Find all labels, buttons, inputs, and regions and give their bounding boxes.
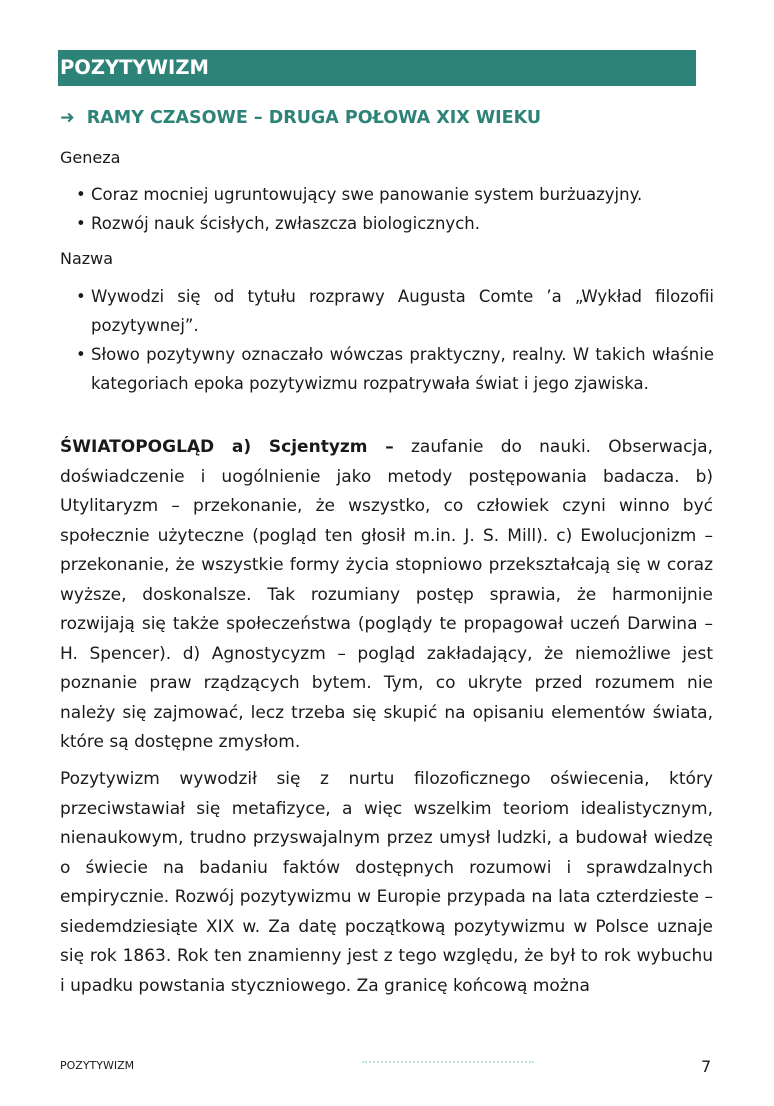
swiatopoglad-paragraph [60,433,713,758]
arrow-right-icon: ➜ [60,108,75,128]
list-item: • Coraz mocniej ugruntowujący swe panowanie system burżuazyjny. [74,180,714,209]
list-item: • Wywodzi się od tytułu rozprawy Augusta Comte ’a „Wykład filozofii pozytywnej”. [74,282,714,340]
section-heading-text: RAMY CZASOWE – DRUGA POŁOWA XIX WIEKU [86,108,542,128]
page-title-bar [58,50,696,86]
page-title: POZYTYWIZM [60,56,209,79]
list-item: • Słowo pozytywny oznaczało wówczas praktyczny, realny. W takich właśnie kategoriach epoka pozytywizmu rozpatrywała świat i jego zjawiska. [74,340,714,398]
nazwa-label: Nazwa [60,249,114,268]
page-number: 7 [701,1057,712,1076]
geneza-list [74,180,714,238]
nazwa-list [74,282,714,398]
body-paragraph: Pozytywizm wywodził się z nurtu filozoficznego oświecenia, który przeciwstawiał się metafizyce, a więc wszelkim teoriom idealistycznym, nienaukowym, trudno przyswajalnym przez umysł ludzki, a budował wiedzę o świecie na badaniu faktów dostępnych rozumowi i sprawdzalnych empirycznie. Rozwój pozytywizmu w Europie przypada na lata czterdzieste – siedemdziesiąte XIX w. Za datę początkową pozytywizmu w Polsce uznaje się rok 1863. Rok ten znamienny jest z tego względu, że był to rok wybuchu i upadku powstania styczniowego. Za granicę końcową można [60,769,713,996]
swiatopoglad-text: zaufanie do nauki. Obserwacja, doświadczenie i uogólnienie jako metody postępowania badacza. b) Utylitaryzm – przekonanie, że wszystko, co człowiek czyni winno być społecznie użyteczne (pogląd ten głosił m.in. J. S. Mill). c) Ewolucjonizm – przekonanie, że wszystkie formy życia stopniowo przekształcają się w coraz wyższe, doskonalsze. Tak rozumiany postęp sprawia, że harmonijnie rozwijają się także społeczeństwa (poglądy te propagował uczeń Darwina – H. Spencer). d) Agnostycyzm – pogląd zakładający, że niemożliwe jest poznanie praw rządzących bytem. Tym, co ukryte przed rozumem nie należy się zajmować, lecz trzeba się skupić na opisaniu elementów świata, które są dostępne zmysłom. [60,437,713,752]
footer-label: POZYTYWIZM [60,1059,135,1072]
swiatopoglad-lead: ŚWIATOPOGLĄD a) Scjentyzm – [60,437,394,457]
footer-divider [362,1061,534,1063]
section-heading [60,108,541,128]
geneza-label: Geneza [60,148,121,167]
list-item: • Rozwój nauk ścisłych, zwłaszcza biologicznych. [74,209,714,238]
